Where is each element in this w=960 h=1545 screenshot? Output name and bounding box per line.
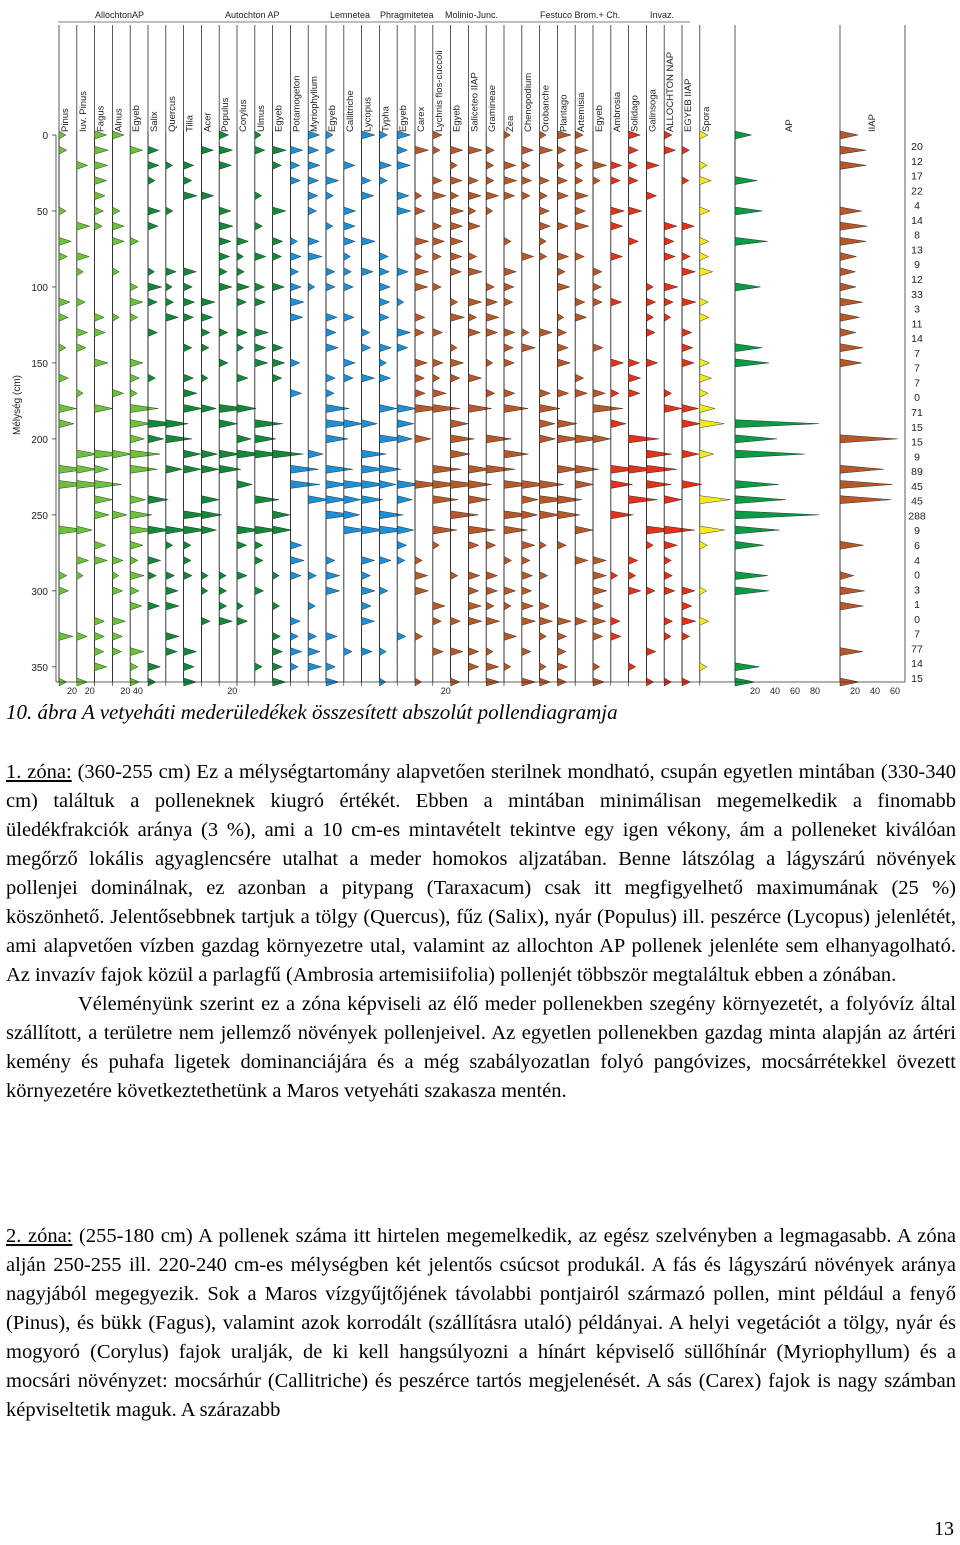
sample-count: 9 (914, 451, 920, 464)
taxon-label: Iuv. Pinus (77, 90, 89, 132)
depth-axis (12, 131, 905, 696)
pollen-curve (557, 131, 582, 686)
sample-count: 71 (911, 407, 923, 419)
page-number: 13 (934, 1518, 954, 1540)
taxon-labels (60, 51, 878, 132)
taxon-label: Egyeb (398, 105, 410, 132)
pollen-curve (540, 131, 569, 686)
zone-1-section (6, 758, 956, 1106)
pollen-curve (130, 131, 160, 686)
depth-axis-label: Mélység (cm) (12, 374, 23, 436)
sample-count: 22 (911, 185, 923, 198)
taxon-label: Orobanche (540, 84, 552, 132)
taxon-label: Acer (202, 112, 214, 132)
pollen-diagram (0, 0, 960, 700)
sample-count: 6 (914, 540, 920, 552)
ap-tick: 40 (769, 686, 781, 696)
pollen-curve (290, 131, 319, 686)
sample-count: 7 (914, 377, 920, 390)
sample-count: 8 (914, 229, 920, 242)
sample-count: 7 (914, 362, 920, 375)
scale-tick: 20 (440, 686, 451, 696)
group-label: Molinio-Junc. (445, 10, 499, 20)
sample-count: 288 (908, 510, 926, 523)
pollen-curve (255, 131, 283, 686)
zone-2-text: (255-180 cm) A pollenek száma itt hirtelen megemelkedik, az egész szelvényben a legmagasabb. A zóna alján 250-255 ill. 220-240 cm-es mélységben két jelentős csúcsot produkál. A fás és lágyszárú növények aránya nagyjából megegyezik. Sok a Maros vízgyűjtőjének távolabbi pontjairól származó pollen, mint például a fenyő (Pinus), és bükk (Fagus), valamint azok korrodált (szállításra utaló) példányai. A helyi vegetációt a tölgy, nyár és mogyoró (Corylus) fajok uralják, de ki kell hangsúlyozni a hínárt képviselő süllőhínár (Myriophyllum) és a mocsári növényzet: mocsárhúr (Callitriche) és peszérce tartós megjelenését. A sás (Carex) fajok is nagy számban képviseltetik maguk. A szárazabb (6, 1225, 956, 1421)
ap-tick: 60 (789, 686, 801, 696)
pollen-curve (700, 131, 731, 686)
pollen-curve (735, 131, 819, 686)
pollen-curve (629, 131, 659, 686)
depth-tick: 350 (31, 662, 48, 674)
pollen-curve (273, 131, 304, 686)
taxon-label: Lycopus (362, 96, 374, 132)
group-label: Invaz. (650, 10, 675, 20)
zone-2-section (6, 1222, 956, 1425)
nap-tick: 60 (889, 686, 901, 696)
sample-count: 3 (914, 584, 920, 597)
taxon-label: Callitriche (344, 90, 356, 132)
sample-count: 12 (911, 155, 923, 168)
sample-count: 45 (911, 480, 923, 493)
pollen-curve (201, 131, 221, 686)
taxon-label: Populus (220, 97, 232, 132)
depth-tick: 100 (31, 282, 48, 294)
sample-count: 4 (914, 200, 920, 213)
sample-count: 11 (911, 318, 923, 331)
pollen-curve (326, 131, 356, 686)
zone-2-paragraph-1 (6, 1222, 956, 1425)
taxon-label: Typha (380, 106, 392, 132)
sample-count: 7 (914, 347, 920, 360)
group-label: Phragmitetea (380, 10, 434, 20)
taxon-label: Pinus (60, 108, 71, 132)
scale-tick: 20 (120, 686, 131, 696)
taxon-label: Potamogeton (291, 75, 303, 132)
scale-tick: 20 (66, 686, 78, 696)
sample-count: 4 (914, 554, 920, 567)
taxon-label: IIAP (867, 114, 878, 132)
taxon-label: Myriophyllum (309, 76, 321, 132)
sample-count: 0 (914, 613, 920, 626)
figure-caption: 10. ábra A vetyeháti mederüledékek összesített abszolút pollendiagramja (6, 700, 618, 724)
depth-tick: 150 (31, 358, 48, 370)
sample-count: 17 (911, 170, 923, 183)
pollen-curve (468, 131, 495, 686)
depth-tick: 300 (31, 586, 48, 598)
pollen-curve (840, 131, 897, 686)
group-label: Lemnetea (330, 10, 371, 20)
sample-count: 14 (911, 214, 923, 227)
group-label: AllochtonAP (95, 10, 145, 20)
scale-tick: 20 (84, 686, 95, 696)
pollen-curve (682, 131, 702, 686)
sample-count: 14 (911, 658, 923, 671)
zone-1-conclusion: Véleményünk szerint ez a zóna képviseli az élő meder pollenekben szegény környezetét, a folyóvíz által szállított, a területre nem jellemző növények pollenjeivel. Az egyetlen pollenekben gazdag minta alapján az ártéri kemény és puhafa ligetek dominanciájára és a még szabályozatlan folyó pangóvizes, mocsárrétekkel övezett környezetére következtethetünk a Maros vetyeháti szakasza mentén. (6, 993, 956, 1102)
depth-tick: 0 (42, 131, 48, 142)
taxon-label: Fagus (95, 105, 107, 132)
zone-2-label: 2. zóna: (6, 1225, 73, 1247)
taxon-label: ALLOCHTON NAP (665, 51, 677, 132)
sample-count: 9 (914, 525, 920, 538)
pollen-curve (112, 131, 131, 686)
sample-count: 15 (911, 436, 923, 449)
taxon-label: Galinsoga (647, 89, 659, 132)
depth-tick: 200 (31, 434, 48, 446)
taxon-label: Gramineae (487, 85, 499, 132)
sample-count: 15 (911, 421, 923, 434)
taxon-label: EGYEB IIAP (683, 78, 694, 132)
sample-count: 15 (911, 673, 923, 685)
sample-count: 20 (911, 141, 923, 153)
sample-count: 0 (914, 569, 920, 582)
nap-tick: 20 (849, 686, 861, 696)
taxon-label: Lychnis flos-cuccoli (433, 50, 445, 132)
taxon-label: Egyeb (131, 105, 143, 132)
sample-count: 7 (914, 628, 920, 641)
sample-counts (908, 141, 926, 685)
taxon-label: Carex (416, 106, 427, 132)
taxon-label: Salix (149, 111, 160, 132)
group-labels (58, 10, 690, 22)
taxon-label: Saliceteo IIAP (469, 72, 481, 132)
taxon-label: Egyeb (451, 105, 463, 132)
taxon-label: Egyeb (327, 105, 338, 132)
sample-count: 1 (914, 599, 920, 612)
depth-tick: 50 (36, 206, 48, 218)
pollen-curve (59, 131, 89, 686)
taxon-label: Zea (505, 115, 516, 132)
taxon-label: Ulmus (255, 105, 267, 132)
sample-count: 3 (914, 303, 920, 316)
taxon-label: Quercus (166, 96, 178, 132)
sample-count: 77 (911, 643, 923, 656)
taxon-label: Plantago (558, 94, 570, 132)
sample-count: 9 (914, 259, 920, 272)
sample-count: 89 (911, 466, 923, 479)
group-label: Autochton AP (225, 10, 280, 20)
zone-1-label: 1. zóna: (6, 761, 72, 783)
nap-tick: 40 (869, 686, 881, 696)
pollen-curve (237, 131, 264, 686)
ap-tick: 80 (809, 686, 821, 696)
scale-tick: 40 (132, 686, 143, 696)
depth-tick: 250 (31, 510, 48, 522)
scale-tick: 20 (227, 686, 238, 696)
taxon-label: AP (784, 119, 795, 132)
pollen-curve (593, 131, 623, 686)
zone-1-paragraph-1 (6, 758, 956, 990)
pollen-curve (504, 131, 533, 686)
taxon-label: Artemisia (576, 92, 588, 132)
taxon-label: Chenopodium (522, 72, 534, 132)
taxon-label: Solidago (629, 95, 641, 132)
pollen-curve (95, 131, 126, 686)
ap-tick: 20 (749, 686, 761, 696)
sample-count: 45 (911, 495, 923, 508)
taxon-label: Alnus (113, 108, 125, 132)
taxon-label: Ambrosia (611, 91, 623, 132)
group-label: Festuco Brom.+ Ch. (540, 10, 621, 20)
zone-1-text: (360-255 cm) Ez a mélységtartomány alapvetően sterilnek mondható, csupán egyetlen mintában (330-340 cm) találtuk a polleneknek kiugró értékét. Ebben a mintában minimálisan megemelkedik a finomabb üledékfrakciók aránya (3 %), ami a 10 cm-es mintavételt tekintve egy igen vékony, ám a polleneket kiválóan megőrző lokális agyaglencsére utalhat a meder homokos aljzatában. Benne látszólag a lágyszárú növények pollenjei dominálnak, ez azonban a pitypang (Taraxacum) csak itt megfigyelhető maximumának (25 %) köszönhető. Jelentősebbnek tartjuk a tölgy (Quercus), fűz (Salix), nyár (Populus) ill. peszérce (Lycopus) jelenlétét, ami alapvetően vízben gazdag környezetre utal, valamint az allochton AP pollenek jelenléte sem elhanyagolható. Az invazív fajok közül a parlagfű (Ambrosia artemisiifolia) pollenjét többször megtaláltuk ebben a zónában. (6, 761, 956, 986)
sample-count: 13 (911, 244, 923, 257)
taxon-label: Egyeb (273, 105, 285, 132)
taxon-label: Corylus (238, 99, 249, 132)
taxon-label: Egyeb (594, 105, 605, 132)
taxon-label: Tilia (184, 114, 196, 132)
sample-count: 12 (911, 274, 923, 286)
sample-count: 33 (911, 288, 923, 301)
taxon-label: Spora (700, 106, 712, 132)
sample-count: 14 (911, 333, 923, 346)
zone-1-paragraph-2 (6, 990, 956, 1106)
sample-count: 0 (914, 392, 920, 405)
pollen-curve (433, 131, 461, 686)
